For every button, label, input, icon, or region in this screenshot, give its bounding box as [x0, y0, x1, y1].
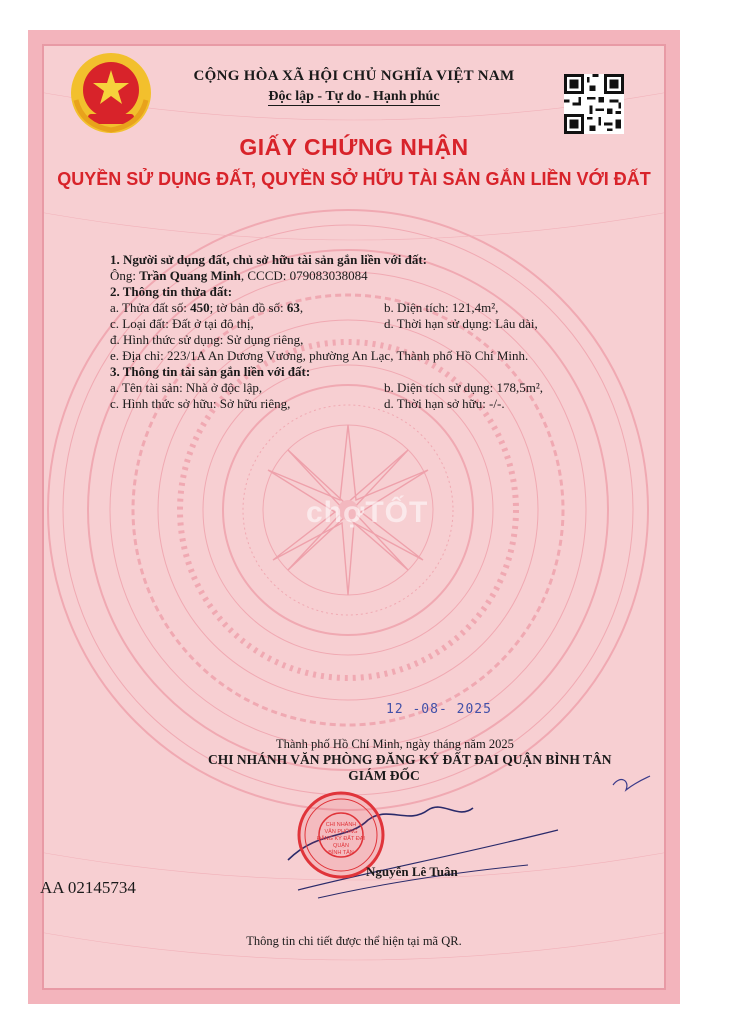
country-heading: CỘNG HÒA XÃ HỘI CHỦ NGHĨA VIỆT NAM: [193, 68, 515, 84]
svg-text:ĐĂNG KÝ ĐẤT ĐAI: ĐĂNG KÝ ĐẤT ĐAI: [317, 836, 365, 842]
certificate-title: GIẤY CHỨNG NHẬN: [239, 134, 469, 160]
director-title: GIÁM ĐỐC: [348, 768, 420, 783]
parcel-end: ,: [299, 300, 304, 315]
land-area: b. Diện tích: 121,4m²,: [384, 300, 499, 315]
issuing-office: CHI NHÁNH VĂN PHÒNG ĐĂNG KÝ ĐẤT ĐAI QUẬN BÌNH TÂN: [208, 752, 612, 767]
asset-name: a. Tên tài sản: Nhà ở độc lập,: [110, 380, 263, 395]
owner-prefix: Ông:: [110, 268, 140, 283]
certificate-sheet: [28, 30, 680, 1004]
place-date: Thành phố Hồ Chí Minh, ngày tháng năm 2025: [276, 737, 514, 751]
land-use-form: đ. Hình thức sử dụng: Sử dụng riêng,: [110, 332, 304, 347]
map-prefix: ; tờ bản đồ số:: [209, 300, 287, 315]
certificate-subtitle: QUYỀN SỬ DỤNG ĐẤT, QUYỀN SỞ HỮU TÀI SẢN GẮN LIỀN VỚI ĐẤT: [57, 169, 651, 189]
svg-text:VĂN PHÒNG: VĂN PHÒNG: [324, 829, 358, 835]
motto-text: Độc lập - Tự do - Hạnh phúc: [268, 89, 440, 104]
svg-text:BÌNH TÂN: BÌNH TÂN: [328, 850, 354, 856]
ownership-form: c. Hình thức sở hữu: Sở hữu riêng,: [110, 396, 291, 411]
svg-text:CHI NHÁNH: CHI NHÁNH: [325, 822, 357, 828]
section1-heading: 1. Người sử dụng đất, chủ sở hữu tài sản gắn liền với đất:: [110, 252, 427, 267]
svg-text:QUẬN: QUẬN: [333, 843, 349, 849]
owner-name: Trần Quang Minh: [139, 268, 241, 283]
ownership-term: d. Thời hạn sở hữu: -/-.: [384, 396, 505, 411]
asset-area: b. Diện tích sử dụng: 178,5m²,: [384, 380, 543, 395]
section2-heading: 2. Thông tin thửa đất:: [110, 284, 233, 299]
owner-line: [110, 268, 368, 283]
serial-number: AA 02145734: [40, 878, 136, 897]
land-address: e. Địa chỉ: 223/1A An Dương Vương, phường An Lạc, Thành phố Hồ Chí Minh.: [110, 348, 529, 363]
signer-name: Nguyễn Lê Tuân: [366, 864, 458, 879]
parcel-prefix: a. Thửa đất số:: [110, 300, 191, 315]
chotot-watermark: chợTỐT: [306, 496, 429, 529]
motto: [28, 89, 680, 105]
map-number: 63: [286, 300, 300, 315]
section3-heading: 3. Thông tin tài sản gắn liền với đất:: [110, 364, 311, 379]
date-stamp: 12 -08- 2025: [386, 702, 492, 717]
parcel-line: [110, 300, 303, 315]
parcel-number: 450: [190, 300, 210, 315]
land-type: c. Loại đất: Đất ở tại đô thị,: [110, 316, 254, 331]
land-term: d. Thời hạn sử dụng: Lâu dài,: [384, 316, 538, 331]
owner-id: , CCCD: 079083038084: [240, 268, 368, 283]
qr-footer-note: Thông tin chi tiết được thể hiện tại mã QR.: [246, 934, 462, 948]
